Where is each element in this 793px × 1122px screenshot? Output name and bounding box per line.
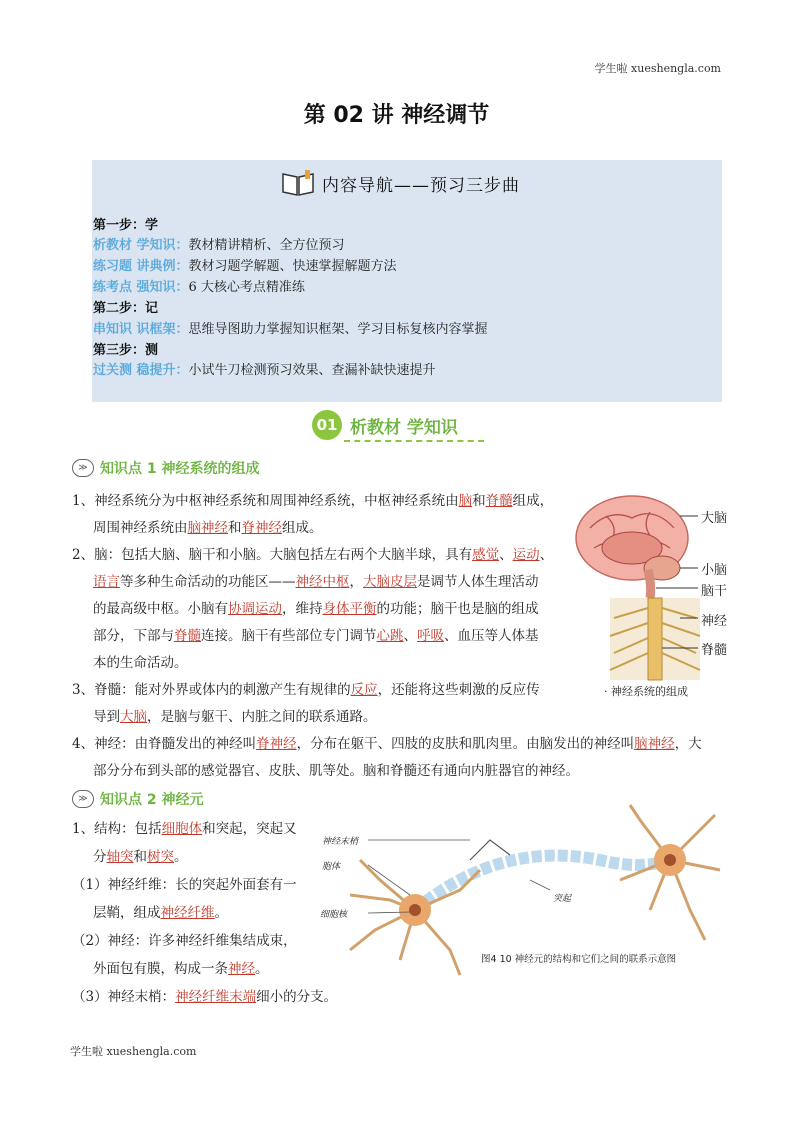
kp2-line7: （3）神经末梢：神经纤维末端细小的分支。 <box>72 989 338 1005</box>
double-chevron-icon: ≫ <box>72 790 94 808</box>
fig1-label-cerebellum: 小脑 <box>701 563 728 578</box>
fig2-label-soma: 胞体 <box>322 862 341 872</box>
kp1-p4-line2: 部分分布到头部的感觉器官、皮肤、肌等处。脑和脊髓还有通向内脏器官的神经。 <box>93 763 579 779</box>
section-label: 析教材 学知识 <box>350 417 458 438</box>
fig1-label-spinal: 脊髓 <box>701 643 728 658</box>
kp2-line5: （2）神经：许多神经纤维集结成束， <box>72 933 297 949</box>
fig1-label-brainstem: 脑干 <box>701 584 728 599</box>
kp2-line2: 分轴突和树突。 <box>93 849 188 865</box>
nav-row-3: 练考点 强知识：6 大核心考点精准练 <box>93 280 305 295</box>
kp1-p2-line4: 部分，下部与脊髓连接。脑干有些部位专门调节心跳、呼吸、血压等人体基 <box>93 628 539 644</box>
kp2-line4: 层鞘，组成神经纤维。 <box>93 905 228 921</box>
kp2-line1: 1、结构：包括细胞体和突起，突起又 <box>72 821 297 837</box>
fig2-label-terminal: 神经末梢 <box>322 837 359 847</box>
kp1-p4-line1: 4、神经：由脊髓发出的神经叫脊神经，分布在躯干、四肢的皮肤和肌肉里。由脑发出的神经叫脑神经，大 <box>72 736 702 752</box>
book-icon <box>280 168 316 198</box>
section-number: 01 <box>312 410 342 440</box>
kp1-p2-line3: 的最高级中枢。小脑有协调运动，维持身体平衡的功能；脑干也是脑的组成 <box>93 601 539 617</box>
kp1-p1-line1: 1、神经系统分为中枢神经系统和周围神经系统，中枢神经系统由脑和脊髓组成， <box>72 493 554 509</box>
nav-step1: 第一步：学 <box>93 218 159 233</box>
fig2-label-process: 突起 <box>553 894 572 904</box>
kp1-p3-line1: 3、脊髓：能对外界或体内的刺激产生有规律的反应，还能将这些刺激的反应传 <box>72 682 540 698</box>
fig1-caption: · 神经系统的组成 <box>604 685 688 698</box>
kp1-p2-line5: 本的生命活动。 <box>93 655 188 671</box>
nav-heading-text: 内容导航——预习三步曲 <box>322 175 520 196</box>
kp1-p3-line2: 导到大脑，是脑与躯干、内脏之间的联系通路。 <box>93 709 377 725</box>
page-title: 第 02 讲 神经调节 <box>303 103 490 128</box>
fig1-label-cerebrum: 大脑 <box>701 511 728 526</box>
kp2-line3: （1）神经纤维：长的突起外面套有一 <box>72 877 297 893</box>
nav-row-1: 析教材 学知识：教材精讲精析、全方位预习 <box>93 238 345 253</box>
nav-step2: 第二步：记 <box>93 301 159 316</box>
kp1-p1-line2: 周围神经系统由脑神经和脊神经组成。 <box>93 520 323 536</box>
nav-heading <box>280 166 520 200</box>
nav-row-2: 练习题 讲典例：教材习题学解题、快速掌握解题方法 <box>93 259 397 274</box>
fig1-label-nerve: 神经 <box>701 614 728 629</box>
kp2-line6: 外面包有膜，构成一条神经。 <box>93 961 269 977</box>
double-chevron-icon: ≫ <box>72 459 94 477</box>
fig2-label-nucleus: 细胞核 <box>320 910 348 920</box>
nav-row-4: 串知识 识框架：思维导图助力掌握知识框架、学习目标复核内容掌握 <box>93 322 488 337</box>
kp1-heading: ≫ 知识点 1 神经系统的组成 <box>72 458 260 478</box>
nav-step3: 第三步：测 <box>93 343 159 358</box>
footer-site: 学生啦 xueshengla.com <box>70 1045 197 1058</box>
header-site: 学生啦 xueshengla.com <box>594 62 721 75</box>
nav-row-5: 过关测 稳提升：小试牛刀检测预习效果、查漏补缺快速提升 <box>93 363 436 378</box>
section-heading <box>312 410 458 440</box>
fig2-caption: 图4 10 神经元的结构和它们之间的联系示意图 <box>481 954 677 965</box>
section-underline <box>344 440 484 442</box>
kp1-p2-line2: 语言等多种生命活动的功能区——神经中枢，大脑皮层是调节人体生理活动 <box>93 574 539 590</box>
kp2-heading: ≫ 知识点 2 神经元 <box>72 789 204 809</box>
kp1-p2-line1: 2、脑：包括大脑、脑干和小脑。大脑包括左右两个大脑半球，具有感觉、运动、 <box>72 547 554 563</box>
